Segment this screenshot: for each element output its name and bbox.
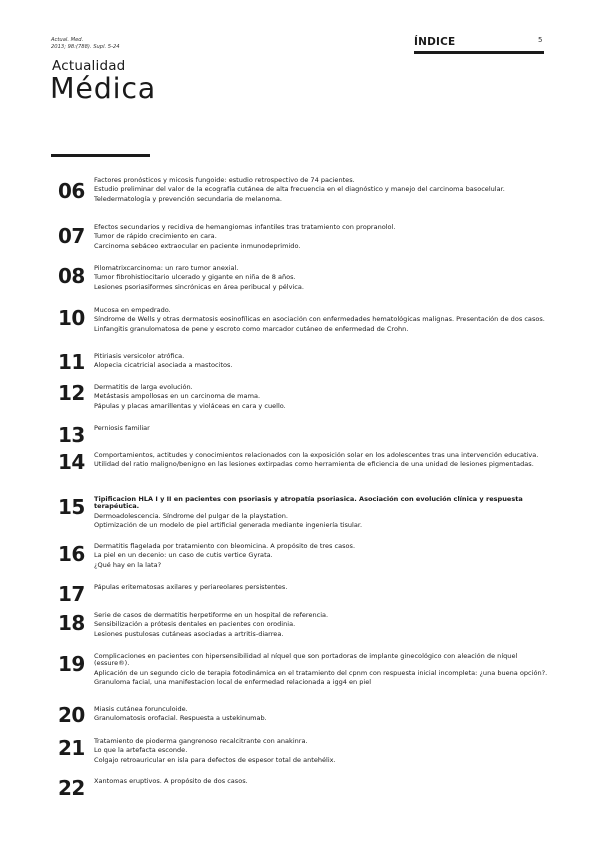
entry-items bbox=[94, 584, 550, 593]
toc-item: Pápulas eritematosas axilares y periareolares persistentes. bbox=[94, 583, 288, 591]
page-ref-number: 10 bbox=[58, 306, 85, 330]
entry-items bbox=[94, 384, 550, 412]
toc-item: Xantomas eruptivos. A propósito de dos casos. bbox=[94, 777, 248, 785]
page-ref-number: 12 bbox=[58, 381, 85, 405]
entry-items bbox=[94, 496, 550, 532]
entry-items bbox=[94, 177, 550, 205]
toc-item: Granulomatosis orofacial. Respuesta a ustekinumab. bbox=[94, 714, 267, 723]
toc-item: Tumor fibrohistiocitario ulcerado y gigante en niña de 8 años. bbox=[94, 273, 296, 282]
page-ref-number: 20 bbox=[58, 703, 85, 727]
toc-item: Teledermatología y prevención secundaria de melanoma. bbox=[94, 194, 283, 203]
toc-item: Alopecia cicatricial asociada a mastocitos. bbox=[94, 361, 233, 370]
page-number: 5 bbox=[538, 36, 543, 44]
journal-citation bbox=[51, 37, 120, 50]
page-ref-number: 11 bbox=[58, 350, 85, 374]
entry-items bbox=[94, 265, 550, 293]
entry-items bbox=[94, 738, 550, 766]
page-ref-number: 06 bbox=[58, 179, 85, 203]
toc-item: Carcinoma sebáceo extraocular en paciente inmunodeprimido. bbox=[94, 241, 301, 250]
toc-item: Comportamientos, actitudes y conocimientos relacionados con la exposición solar en los adolescentes tras una intervención educativa. bbox=[94, 451, 539, 459]
toc-item: Pilomatrixcarcinoma: un raro tumor anexial. bbox=[94, 264, 239, 272]
toc-item: Mucosa en empedrado. bbox=[94, 306, 171, 314]
toc-item: Factores pronósticos y micosis fungoide: estudio retrospectivo de 74 pacientes. bbox=[94, 176, 355, 184]
entry-items bbox=[94, 353, 550, 372]
page-ref-number: 07 bbox=[58, 224, 85, 248]
page-ref-number: 14 bbox=[58, 450, 85, 474]
page-ref-number: 18 bbox=[58, 611, 85, 635]
page-ref-number: 17 bbox=[58, 582, 85, 606]
toc-item: Estudio preliminar del valor de la ecografía cutánea de alta frecuencia en el diagnóstico y manejo del carcinoma basocelular. bbox=[94, 185, 505, 194]
toc-item: Lesiones psoriasiformes sincrónicas en área peribucal y pélvica. bbox=[94, 282, 304, 291]
entry-items bbox=[94, 778, 550, 787]
toc-item: Tipificacion HLA I y II en pacientes con psoriasis y atropatía psoriasica. Asociación con evolución clínica y respuesta terapéutica. bbox=[94, 495, 523, 511]
toc-item: Lesiones pustulosas cutáneas asociadas a artritis-diarrea. bbox=[94, 629, 284, 638]
toc-item: Dermatitis flagelada por tratamiento con bleomicina. A propósito de tres casos. bbox=[94, 542, 356, 550]
entry-items bbox=[94, 452, 550, 471]
toc-item: Pitiriasis versicolor atrófica. bbox=[94, 352, 185, 360]
header-rule bbox=[414, 51, 544, 54]
brand-rule bbox=[51, 154, 150, 157]
citation-volume: 2013; 98:(788). Supl. 5-24 bbox=[51, 43, 120, 50]
entry-items bbox=[94, 425, 550, 434]
entry-items bbox=[94, 653, 550, 689]
entry-items bbox=[94, 612, 550, 640]
brand-small: Actualidad bbox=[52, 58, 126, 74]
toc-item: Utilidad del ratio maligno/benigno en las lesiones extirpadas como herramienta de eficiencia de una unidad de lesiones pigmentadas. bbox=[94, 460, 534, 469]
toc-item: Granuloma facial, una manifestacion local de enfermedad relacionada a igg4 en piel bbox=[94, 678, 372, 687]
page-ref-number: 22 bbox=[58, 776, 85, 800]
toc-item: Tratamiento de pioderma gangrenoso recalcitrante con anakinra. bbox=[94, 737, 308, 745]
toc-item: Serie de casos de dermatitis herpetiforme en un hospital de referencia. bbox=[94, 611, 329, 619]
entry-items bbox=[94, 224, 550, 252]
toc-item: Pápulas y placas amarillentas y violáceas en cara y cuello. bbox=[94, 401, 286, 410]
toc-item: Complicaciones en pacientes con hipersensibilidad al níquel que son portadoras de implante ginecológico con aleación de níquel (essure®). bbox=[94, 652, 518, 668]
toc-item: Perniosis familiar bbox=[94, 424, 150, 432]
toc-item: ¿Qué hay en la lata? bbox=[94, 560, 162, 569]
toc-item: Síndrome de Wells y otras dermatosis eosinofílicas en asociación con enfermedades hematológicas malignas. Presentación de dos casos. bbox=[94, 315, 545, 324]
page-ref-number: 16 bbox=[58, 542, 85, 566]
brand-title: Médica bbox=[50, 72, 157, 105]
page-ref-number: 21 bbox=[58, 736, 85, 760]
toc-item: Tumor de rápido crecimiento en cara. bbox=[94, 232, 217, 241]
page-ref-number: 15 bbox=[58, 495, 85, 519]
page-ref-number: 08 bbox=[58, 264, 85, 288]
entry-items bbox=[94, 543, 550, 571]
toc-item: Dermoadolescencia. Síndrome del pulgar de la playstation. bbox=[94, 511, 288, 520]
toc-item: Sensibilización a prótesis dentales en pacientes con orodinia. bbox=[94, 620, 296, 629]
entry-items bbox=[94, 706, 550, 725]
entry-items bbox=[94, 307, 550, 335]
toc-item: Dermatitis de larga evolución. bbox=[94, 383, 193, 391]
toc-item: Linfangitis granulomatosa de pene y escroto como marcador cutáneo de enfermedad de Crohn. bbox=[94, 324, 409, 333]
toc-item: Optimización de un modelo de piel artificial generada mediante ingeniería tisular. bbox=[94, 521, 363, 530]
page-ref-number: 13 bbox=[58, 423, 85, 447]
toc-item: Metástasis ampollosas en un carcinoma de mama. bbox=[94, 392, 261, 401]
page-ref-number: 19 bbox=[58, 652, 85, 676]
toc-item: Aplicación de un segundo ciclo de terapia fotodinámica en el tratamiento del cpnm con respuesta inicial incompleta: ¿una buena opción?. bbox=[94, 668, 548, 677]
section-label: ÍNDICE bbox=[414, 36, 456, 48]
toc-item: La piel en un decenio: un caso de cutis vertice Gyrata. bbox=[94, 551, 273, 560]
toc-item: Efectos secundarios y recidiva de hemangiomas infantiles tras tratamiento con propranolol. bbox=[94, 223, 396, 231]
toc-item: Lo que la artefacta esconde. bbox=[94, 746, 188, 755]
toc-item: Colgajo retroauricular en isla para defectos de espesor total de antehélix. bbox=[94, 755, 336, 764]
toc-item: Miasis cutánea forunculoide. bbox=[94, 705, 188, 713]
citation-journal: Actual. Med. bbox=[51, 37, 84, 43]
